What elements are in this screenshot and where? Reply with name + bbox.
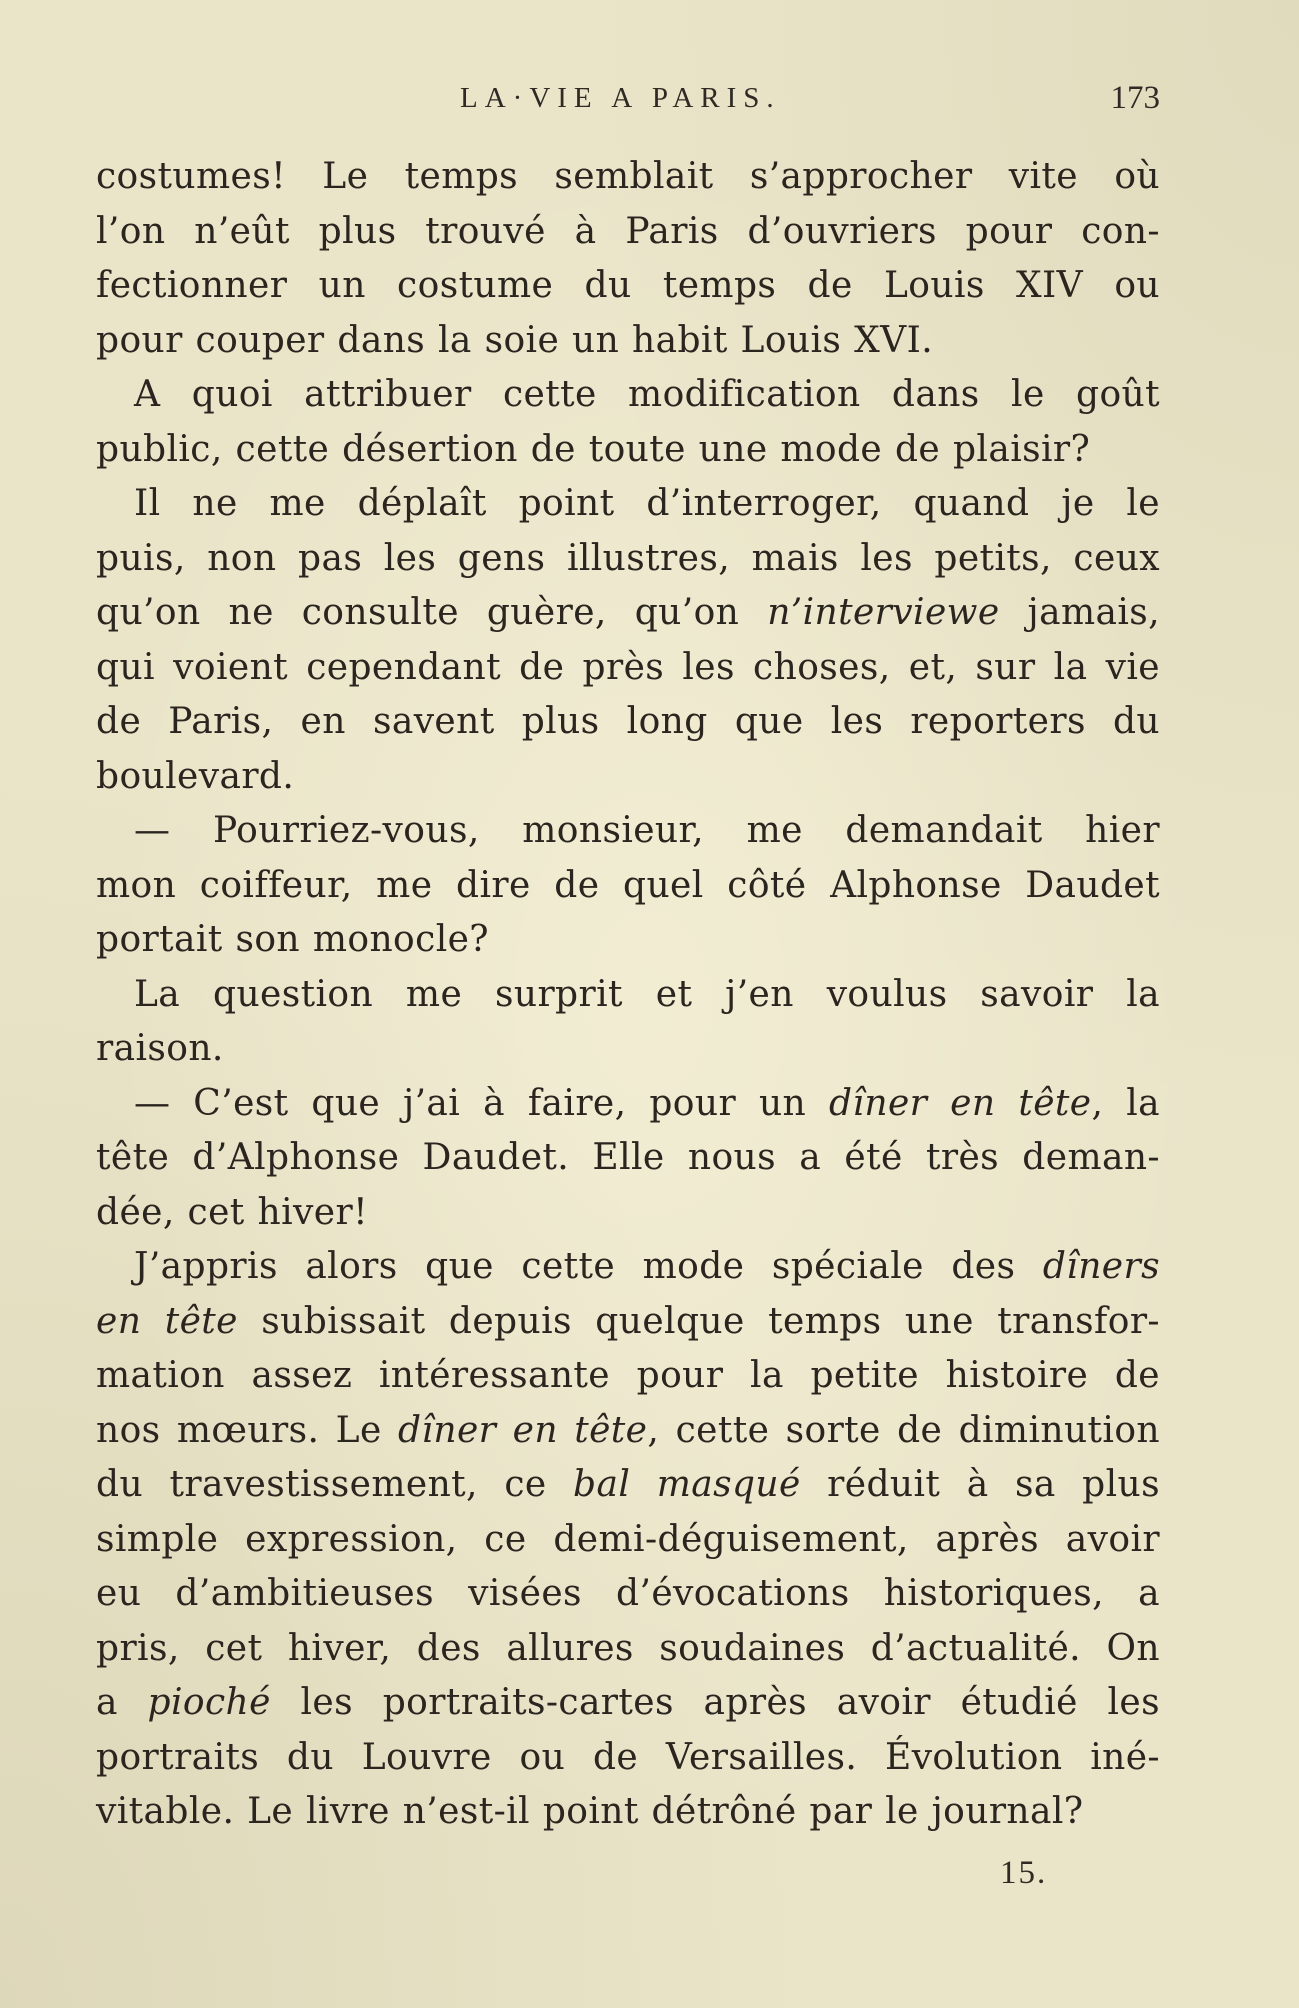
italic-text: dîner en tête [829, 1082, 1092, 1124]
text-run: Il ne me déplaît point d’interroger, quand je le [134, 483, 1160, 524]
text-run: mation assez intéressante pour la petite histoire de [96, 1355, 1160, 1396]
text-run: puis, non pas les gens illustres, mais les petits, ceux [96, 537, 1160, 579]
text-run: nos mœurs. Le [96, 1409, 399, 1451]
text-run: les portraits-cartes après avoir étudié les [270, 1682, 1160, 1723]
text-line [96, 532, 1160, 587]
text-run: portraits du Louvre ou de Versailles. Évolution iné- [96, 1736, 1160, 1778]
text-run: costumes! Le temps semblait s’approcher vite où [96, 156, 1160, 197]
text-line [96, 1295, 1160, 1350]
text-run: qu’on ne consulte guère, qu’on [96, 592, 768, 633]
text-line [96, 477, 1160, 532]
italic-text: dîner en tête [398, 1409, 648, 1451]
text-line [96, 1513, 1160, 1568]
text-line [96, 1186, 1160, 1241]
text-line [96, 586, 1160, 641]
text-line [96, 913, 1160, 968]
text-run: dée, cet hiver! [96, 1191, 368, 1233]
text-run: fectionner un costume du temps de Louis XIV ou [96, 265, 1160, 306]
text-run: qui voient cependant de près les choses, et, sur la vie [96, 646, 1160, 688]
text-run: , cette sorte de diminution [647, 1409, 1160, 1451]
body-text [96, 150, 1160, 1840]
text-line [96, 259, 1160, 314]
text-line [96, 1022, 1160, 1077]
text-run: vitable. Le livre n’est-il point détrôné par le journal? [96, 1791, 1084, 1832]
text-line [96, 968, 1160, 1023]
text-run: de Paris, en savent plus long que les reporters du [96, 701, 1160, 742]
text-run: raison. [96, 1028, 224, 1069]
text-run: boulevard. [96, 755, 295, 797]
text-line [96, 804, 1160, 859]
running-head: LA·VIE A PARIS. [460, 82, 781, 114]
text-run: , la [1091, 1082, 1160, 1124]
text-line [96, 859, 1160, 914]
text-line [96, 1077, 1160, 1132]
text-line [96, 368, 1160, 423]
text-line [96, 1349, 1160, 1404]
text-run: réduit à sa plus [800, 1464, 1160, 1505]
page-header [100, 82, 1160, 122]
text-line [96, 1567, 1160, 1622]
text-line [96, 1676, 1160, 1731]
text-run: pour couper dans la soie un habit Louis XVI. [96, 319, 934, 361]
text-line [96, 1240, 1160, 1295]
text-line [96, 150, 1160, 205]
text-run: simple expression, ce demi-déguisement, après avoir [96, 1518, 1160, 1560]
signature-mark: 15. [1000, 1855, 1048, 1891]
text-line [96, 205, 1160, 260]
text-line [96, 423, 1160, 478]
text-run: — C’est que j’ai à faire, pour un [134, 1082, 830, 1124]
text-run: l’on n’eût plus trouvé à Paris d’ouvriers pour con- [96, 210, 1160, 252]
text-run: — Pourriez-vous, monsieur, me demandait hier [134, 810, 1160, 851]
text-line [96, 750, 1160, 805]
text-run: J’appris alors que cette mode spéciale des [134, 1246, 1043, 1287]
text-line [96, 695, 1160, 750]
text-line [96, 641, 1160, 696]
text-run: public, cette désertion de toute une mode de plaisir? [96, 428, 1091, 470]
italic-text: en tête [96, 1300, 238, 1342]
text-line [96, 1785, 1160, 1840]
text-line [96, 314, 1160, 369]
text-line [96, 1622, 1160, 1677]
text-run: tête d’Alphonse Daudet. Elle nous a été très deman- [96, 1137, 1160, 1178]
text-line [96, 1131, 1160, 1186]
text-run: portait son monocle? [96, 919, 490, 960]
text-line [96, 1731, 1160, 1786]
italic-text: bal masqué [573, 1464, 801, 1505]
page-number: 173 [1110, 80, 1160, 116]
text-run: mon coiffeur, me dire de quel côté Alphonse Daudet [96, 864, 1160, 906]
text-run: pris, cet hiver, des allures soudaines d’actualité. On [96, 1627, 1160, 1669]
text-line [96, 1458, 1160, 1513]
text-run: du travestissement, ce [96, 1464, 574, 1505]
text-run: a [96, 1682, 148, 1723]
italic-text: dîners [1042, 1246, 1160, 1287]
italic-text: pioché [147, 1682, 271, 1723]
text-run: subissait depuis quelque temps une transfor- [237, 1300, 1160, 1342]
text-run: A quoi attribuer cette modification dans le goût [134, 374, 1160, 415]
text-run: eu d’ambitieuses visées d’évocations historiques, a [96, 1573, 1160, 1614]
italic-text: n’interviewe [767, 592, 1000, 633]
text-run: jamais, [999, 592, 1160, 633]
text-line [96, 1404, 1160, 1459]
text-run: La question me surprit et j’en voulus savoir la [134, 973, 1160, 1015]
